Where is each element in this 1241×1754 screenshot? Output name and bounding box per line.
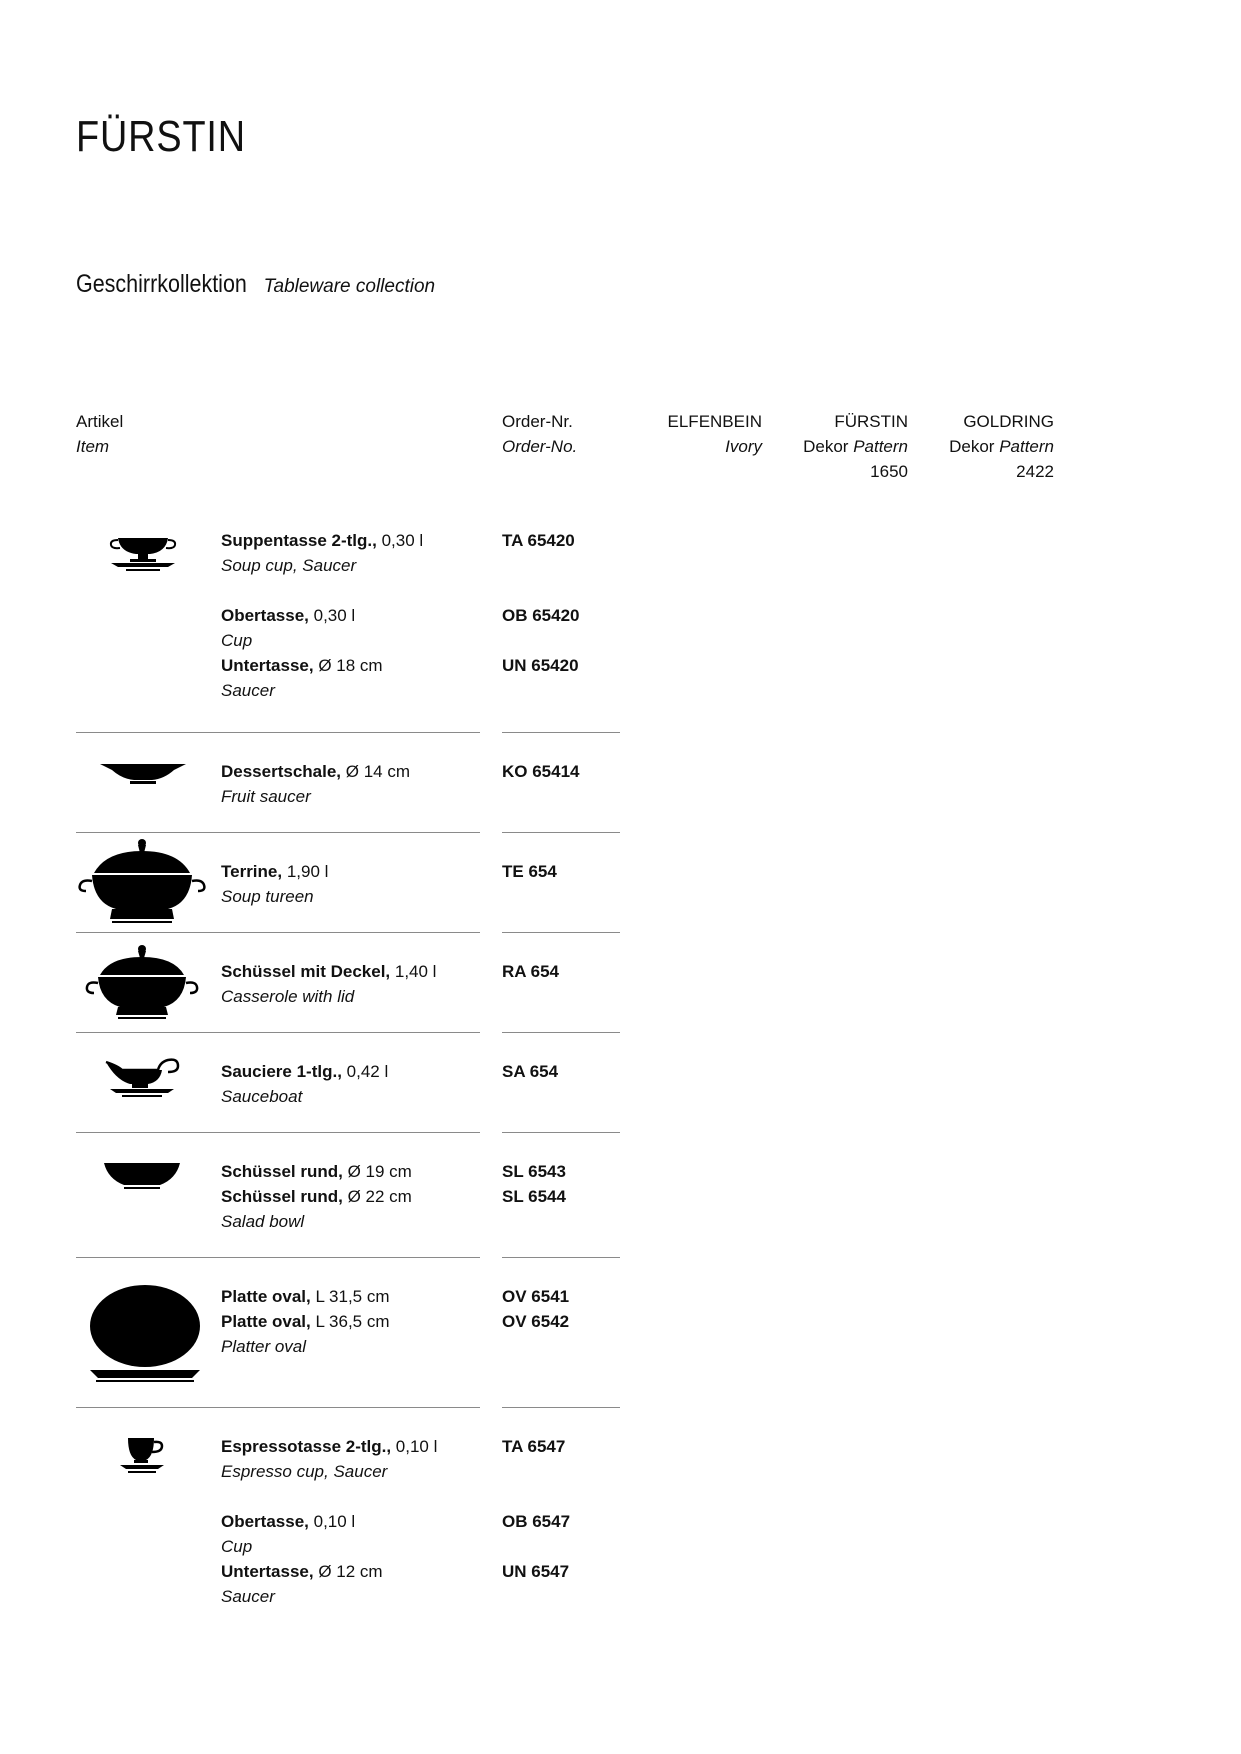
item-spec: L 36,5 cm	[310, 1312, 390, 1331]
order-number: UN 65420	[502, 656, 579, 675]
item-description	[221, 1434, 437, 1484]
pattern-label: Pattern	[999, 437, 1054, 456]
item-name-en: Espresso cup, Saucer	[221, 1462, 388, 1481]
dekor-label: Dekor	[803, 437, 849, 456]
item-name: Platte oval,	[221, 1287, 311, 1306]
item-spec: Ø 22 cm	[342, 1187, 412, 1206]
header-fuerstin-pattern	[760, 434, 908, 459]
item-name-en: Fruit saucer	[221, 787, 311, 806]
header-fuerstin	[760, 409, 908, 484]
item-line	[221, 1284, 390, 1309]
row-divider	[76, 1132, 480, 1133]
espresso-cup-icon	[118, 1436, 168, 1476]
header-goldring	[900, 409, 1054, 484]
item-name: Untertasse,	[221, 656, 314, 675]
item-name: Platte oval,	[221, 1312, 311, 1331]
header-goldring-de: GOLDRING	[963, 412, 1054, 431]
order-numbers	[502, 1284, 569, 1334]
item-name: Untertasse,	[221, 1562, 314, 1581]
order-number: TE 654	[502, 862, 557, 881]
item-line	[221, 1059, 388, 1084]
item-spec: 0,30 l	[376, 531, 424, 550]
subtitle-de: Geschirrkollektion	[76, 270, 247, 298]
item-name: Sauciere 1-tlg.,	[221, 1062, 342, 1081]
order-number: SL 6543	[502, 1162, 566, 1181]
item-name: Suppentasse 2-tlg.,	[221, 531, 377, 550]
order-number: KO 65414	[502, 762, 580, 781]
pattern-label: Pattern	[853, 437, 908, 456]
row-divider	[502, 932, 620, 933]
order-number: TA 65420	[502, 531, 575, 550]
item-description	[221, 1159, 412, 1234]
item-name: Obertasse,	[221, 1512, 309, 1531]
item-spec: 0,42 l	[341, 1062, 389, 1081]
item-line	[221, 603, 383, 628]
header-order-en: Order-No.	[502, 437, 578, 456]
item-description	[221, 1284, 390, 1359]
item-name-en: Soup cup, Saucer	[221, 556, 357, 575]
item-description	[221, 959, 436, 1009]
header-item-en: Item	[76, 437, 110, 456]
item-spec: Ø 14 cm	[341, 762, 410, 781]
item-name-en: Salad bowl	[221, 1212, 305, 1231]
item-spec: L 31,5 cm	[310, 1287, 390, 1306]
item-spec: 0,30 l	[308, 606, 356, 625]
order-numbers	[502, 1159, 566, 1209]
item-line	[221, 959, 436, 984]
item-name: Terrine,	[221, 862, 283, 881]
item-spec: 1,40 l	[390, 962, 437, 981]
section-subtitle	[76, 270, 435, 299]
item-line	[221, 859, 328, 884]
fruit-saucer-icon	[100, 762, 186, 786]
item-line	[221, 1184, 412, 1209]
item-name: Dessertschale,	[221, 762, 342, 781]
item-description	[221, 859, 328, 909]
casserole-icon	[84, 945, 202, 1021]
salad-bowl-icon	[104, 1161, 180, 1193]
row-divider	[76, 1407, 480, 1408]
item-description	[221, 1059, 388, 1109]
order-number: OV 6542	[502, 1312, 570, 1331]
item-spec: 0,10 l	[391, 1437, 438, 1456]
item-line	[221, 1509, 383, 1534]
order-number: OB 6547	[502, 1512, 571, 1531]
sub-item-description	[221, 1509, 383, 1609]
item-name-en: Saucer	[221, 681, 275, 700]
item-spec: 1,90 l	[282, 862, 329, 881]
header-fuerstin-de: FÜRSTIN	[834, 412, 908, 431]
soup-tureen-icon	[76, 839, 210, 925]
item-name-en: Saucer	[221, 1587, 275, 1606]
row-divider	[502, 732, 620, 733]
item-name-en: Sauceboat	[221, 1087, 303, 1106]
item-line	[221, 1559, 383, 1584]
item-spec: Ø 19 cm	[342, 1162, 412, 1181]
header-ivory	[620, 409, 762, 459]
order-number: TA 6547	[502, 1437, 566, 1456]
header-goldring-pattern	[900, 434, 1054, 459]
subtitle-en: Tableware collection	[263, 276, 436, 297]
row-divider	[76, 732, 480, 733]
order-number: SL 6544	[502, 1187, 566, 1206]
item-description	[221, 528, 423, 578]
sauceboat-icon	[104, 1056, 182, 1100]
row-divider	[76, 932, 480, 933]
row-divider	[502, 1132, 620, 1133]
row-divider	[502, 1257, 620, 1258]
item-line	[221, 1159, 412, 1184]
row-divider	[76, 1032, 480, 1033]
header-ivory-en: Ivory	[725, 437, 762, 456]
item-line	[221, 1434, 437, 1459]
header-ivory-de: ELFENBEIN	[667, 412, 762, 431]
item-name: Schüssel mit Deckel,	[221, 962, 391, 981]
row-divider	[76, 1257, 480, 1258]
item-line	[221, 1309, 390, 1334]
order-number: RA 654	[502, 962, 560, 981]
header-item-de: Artikel	[76, 412, 124, 431]
row-divider	[76, 832, 480, 833]
item-line	[221, 653, 383, 678]
item-name-en: Soup tureen	[221, 887, 314, 906]
order-number: UN 6547	[502, 1562, 570, 1581]
row-divider	[502, 832, 620, 833]
header-goldring-num: 2422	[1016, 462, 1054, 481]
order-number: OV 6541	[502, 1287, 570, 1306]
sub-item-description	[221, 603, 383, 703]
item-description	[221, 759, 410, 809]
order-number: SA 654	[502, 1062, 559, 1081]
item-line	[221, 528, 423, 553]
order-number: OB 65420	[502, 606, 580, 625]
item-name-en: Cup	[221, 1537, 253, 1556]
platter-icon	[88, 1284, 202, 1384]
header-order-de: Order-Nr.	[502, 412, 573, 431]
item-name-en: Cup	[221, 631, 253, 650]
header-item	[76, 409, 123, 459]
item-name-en: Casserole with lid	[221, 987, 355, 1006]
item-name: Schüssel rund,	[221, 1187, 343, 1206]
soup-cup-icon	[108, 532, 178, 572]
item-name: Espressotasse 2-tlg.,	[221, 1437, 392, 1456]
dekor-label: Dekor	[949, 437, 995, 456]
item-spec: 0,10 l	[308, 1512, 356, 1531]
item-spec: Ø 18 cm	[313, 656, 383, 675]
item-spec: Ø 12 cm	[313, 1562, 383, 1581]
row-divider	[502, 1032, 620, 1033]
item-name-en: Platter oval	[221, 1337, 307, 1356]
header-fuerstin-num: 1650	[870, 462, 908, 481]
item-line	[221, 759, 410, 784]
item-name: Obertasse,	[221, 606, 309, 625]
item-name: Schüssel rund,	[221, 1162, 343, 1181]
page-title: FÜRSTIN	[76, 112, 246, 161]
row-divider	[502, 1407, 620, 1408]
header-order	[502, 409, 577, 459]
